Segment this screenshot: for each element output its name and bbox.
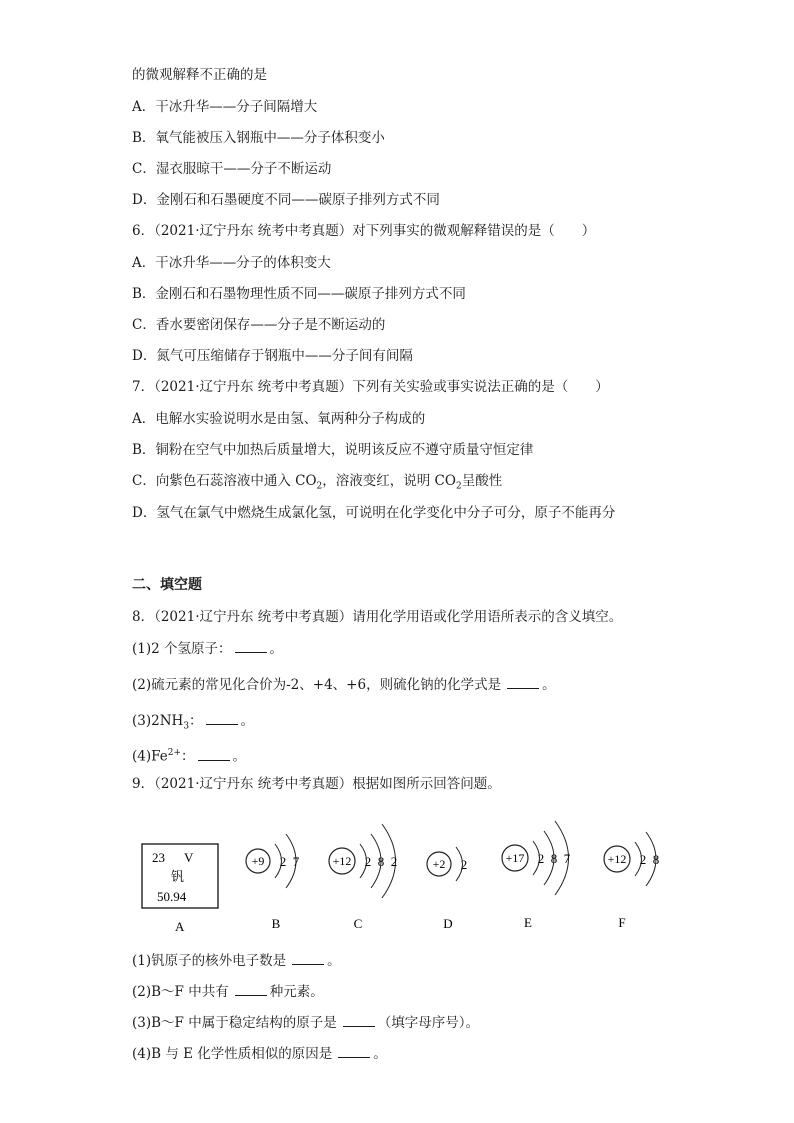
atom-c-nucleus-circle bbox=[329, 848, 355, 874]
q7-option-c-pre: C．向紫色石蕊溶液中通入 CO bbox=[132, 473, 317, 489]
q7-option-c bbox=[132, 472, 502, 496]
atom-f-shell-2-count: 8 bbox=[652, 852, 660, 867]
atom-c-shell-2-count: 8 bbox=[377, 854, 385, 869]
q8-part3-post: ： bbox=[189, 713, 203, 729]
q8-part1 bbox=[132, 640, 283, 658]
q8-part4-post: ： bbox=[181, 748, 195, 765]
atom-d bbox=[427, 847, 467, 931]
q7-option-c-sub2: 2 bbox=[455, 481, 462, 492]
atom-e-label: E bbox=[524, 915, 532, 930]
atom-e-nucleus-circle bbox=[502, 845, 528, 871]
atom-b-shell-1 bbox=[275, 844, 282, 878]
q9-sub2-pre: (2)B～F 中共有 bbox=[132, 984, 229, 1000]
atom-d-shell-1 bbox=[456, 847, 463, 881]
q8-part2-blank[interactable] bbox=[507, 676, 539, 689]
q6-option-a: A．干冰升华——分子的体积变大 bbox=[132, 255, 331, 271]
q9-sub2-post: 种元素。 bbox=[269, 984, 324, 1000]
atom-e-shell-1-count: 2 bbox=[537, 851, 545, 866]
q8-part3-end: 。 bbox=[240, 713, 255, 729]
q9-stem: 9．（2021·辽宁丹东 统考中考真题）根据如图所示回答问题。 bbox=[132, 776, 501, 792]
element-card-box bbox=[142, 844, 218, 908]
q7-option-a: A．电解水实验说明水是由氢、氧两种分子构成的 bbox=[132, 411, 426, 427]
atom-f-shell-1-count: 2 bbox=[639, 852, 647, 867]
q9-sub3-post: （填字母序号）。 bbox=[377, 1015, 479, 1031]
atom-e-shell-3-count: 7 bbox=[563, 851, 571, 866]
atom-b-nucleus-circle bbox=[246, 849, 270, 873]
q9-sub4-text: (4)B 与 E 化学性质相似的原因是 bbox=[132, 1046, 333, 1062]
q7-option-b: B．铜粉在空气中加热后质量增大，说明该反应不遵守质量守恒定律 bbox=[132, 442, 534, 458]
q8-part4 bbox=[132, 744, 246, 766]
q8-part1-end: 。 bbox=[269, 641, 284, 657]
q7-stem: 7．（2021·辽宁丹东 统考中考真题）下列有关实验或事实说法正确的是（ ） bbox=[132, 379, 609, 395]
q5-option-d: D．金刚石和石墨硬度不同——碳原子排列方式不同 bbox=[132, 192, 440, 208]
section-title: 二、填空题 bbox=[132, 577, 202, 593]
atom-b-nucleus: +9 bbox=[251, 854, 265, 868]
atom-e-shell-2-count: 8 bbox=[550, 851, 558, 866]
atom-b-shell-2 bbox=[286, 834, 296, 888]
q8-stem: 8．（2021·辽宁丹东 统考中考真题）请用化学用语或化学用语所表示的含义填空。 bbox=[132, 609, 623, 625]
q8-part1-text: (1)2 个氢原子： bbox=[132, 641, 232, 657]
q9-sub4 bbox=[132, 1045, 387, 1063]
q6-stem: 6．（2021·辽宁丹东 统考中考真题）对下列事实的微观解释错误的是（ ） bbox=[132, 223, 596, 239]
atom-f-nucleus: +12 bbox=[607, 852, 627, 866]
q7-option-c-sub1: 2 bbox=[316, 481, 323, 492]
q7-option-d: D．氢气在氯气中燃烧生成氯化氢，可说明在化学变化中分子可分，原子不能再分 bbox=[132, 505, 616, 521]
atom-b-shell-2-count: 7 bbox=[292, 854, 300, 869]
q5-option-c: C．湿衣服晾干——分子不断运动 bbox=[132, 161, 332, 177]
element-card-mass: 50.94 bbox=[157, 889, 187, 904]
element-card-label: A bbox=[175, 919, 185, 934]
atom-f bbox=[604, 832, 659, 930]
q8-part4-pre: (4)Fe bbox=[132, 748, 168, 765]
atom-d-nucleus-circle bbox=[427, 852, 451, 876]
q8-part2-text: (2)硫元素的常见化合价为-2、+4、+6，则硫化钠的化学式是 bbox=[132, 677, 502, 693]
atom-c-shell-2 bbox=[371, 834, 381, 888]
q6-option-b: B．金刚石和石墨物理性质不同——碳原子排列方式不同 bbox=[132, 286, 466, 302]
q6-option-c: C．香水要密闭保存——分子是不断运动的 bbox=[132, 317, 386, 333]
atom-f-shell-2 bbox=[646, 832, 656, 886]
q9-sub3 bbox=[132, 1014, 479, 1032]
q8-part3-sub: 3 bbox=[183, 721, 190, 732]
atom-c-shell-1-count: 2 bbox=[364, 854, 372, 869]
atom-c-shell-3 bbox=[382, 824, 396, 898]
q5-option-a: A．干冰升华——分子间隔增大 bbox=[132, 99, 318, 115]
atom-e-shell-2 bbox=[544, 831, 554, 885]
q5-option-b: B．氧气能被压入钢瓶中——分子体积变小 bbox=[132, 130, 385, 146]
q6-option-d: D．氮气可压缩储存于钢瓶中——分子间有间隔 bbox=[132, 348, 413, 364]
q8-part4-blank[interactable] bbox=[198, 748, 230, 761]
atom-e-shell-1 bbox=[533, 841, 540, 875]
q8-part3-pre: (3)2NH bbox=[132, 713, 184, 729]
element-card-name: 钒 bbox=[171, 869, 185, 884]
atom-d-nucleus: +2 bbox=[432, 857, 446, 871]
atom-f-nucleus-circle bbox=[604, 846, 630, 872]
q9-sub3-blank[interactable] bbox=[343, 1014, 375, 1027]
q8-part2-end: 。 bbox=[542, 677, 556, 693]
q9-sub1-text: (1)钒原子的核外电子数是 bbox=[132, 953, 287, 969]
atom-c-shell-1 bbox=[360, 844, 367, 878]
element-card-symbol: V bbox=[184, 850, 194, 865]
q9-sub3-pre: (3)B～F 中属于稳定结构的原子是 bbox=[132, 1015, 337, 1031]
q5-stem-tail: 的微观解释不正确的是 bbox=[132, 67, 267, 83]
q8-part4-end: 。 bbox=[232, 748, 247, 765]
atom-c-label: C bbox=[353, 916, 363, 931]
q9-sub1-blank[interactable] bbox=[292, 952, 324, 965]
element-card bbox=[142, 844, 218, 934]
atom-c bbox=[329, 824, 397, 931]
atom-e bbox=[502, 821, 571, 930]
q8-part3-blank[interactable] bbox=[206, 712, 238, 725]
atom-e-shell-3 bbox=[555, 821, 569, 895]
atom-c-nucleus: +12 bbox=[332, 854, 352, 868]
q9-sub4-end: 。 bbox=[373, 1046, 387, 1062]
q9-sub2-blank[interactable] bbox=[235, 983, 267, 996]
q9-sub2 bbox=[132, 983, 324, 1001]
atom-f-label: F bbox=[618, 915, 626, 930]
q8-part3 bbox=[132, 712, 254, 736]
q8-part4-sup: 2+ bbox=[167, 748, 182, 758]
atom-e-nucleus: +17 bbox=[505, 851, 525, 865]
q9-sub4-blank[interactable] bbox=[338, 1045, 370, 1058]
q7-option-c-mid: ，溶液变红，说明 CO bbox=[322, 473, 456, 489]
q9-sub1-end: 。 bbox=[327, 953, 341, 969]
q8-part2 bbox=[132, 676, 556, 694]
q8-part1-blank[interactable] bbox=[235, 640, 267, 653]
atom-c-shell-3-count: 2 bbox=[390, 854, 398, 869]
atom-b bbox=[246, 834, 300, 931]
atom-b-shell-1-count: 2 bbox=[279, 854, 287, 869]
q9-sub1 bbox=[132, 952, 341, 970]
atom-d-label: D bbox=[443, 916, 453, 931]
atom-d-shell-1-count: 2 bbox=[460, 857, 468, 872]
atom-b-label: B bbox=[271, 916, 281, 931]
element-card-number: 23 bbox=[152, 850, 165, 865]
atom-f-shell-1 bbox=[635, 842, 642, 876]
q7-option-c-post: 呈酸性 bbox=[461, 473, 503, 489]
